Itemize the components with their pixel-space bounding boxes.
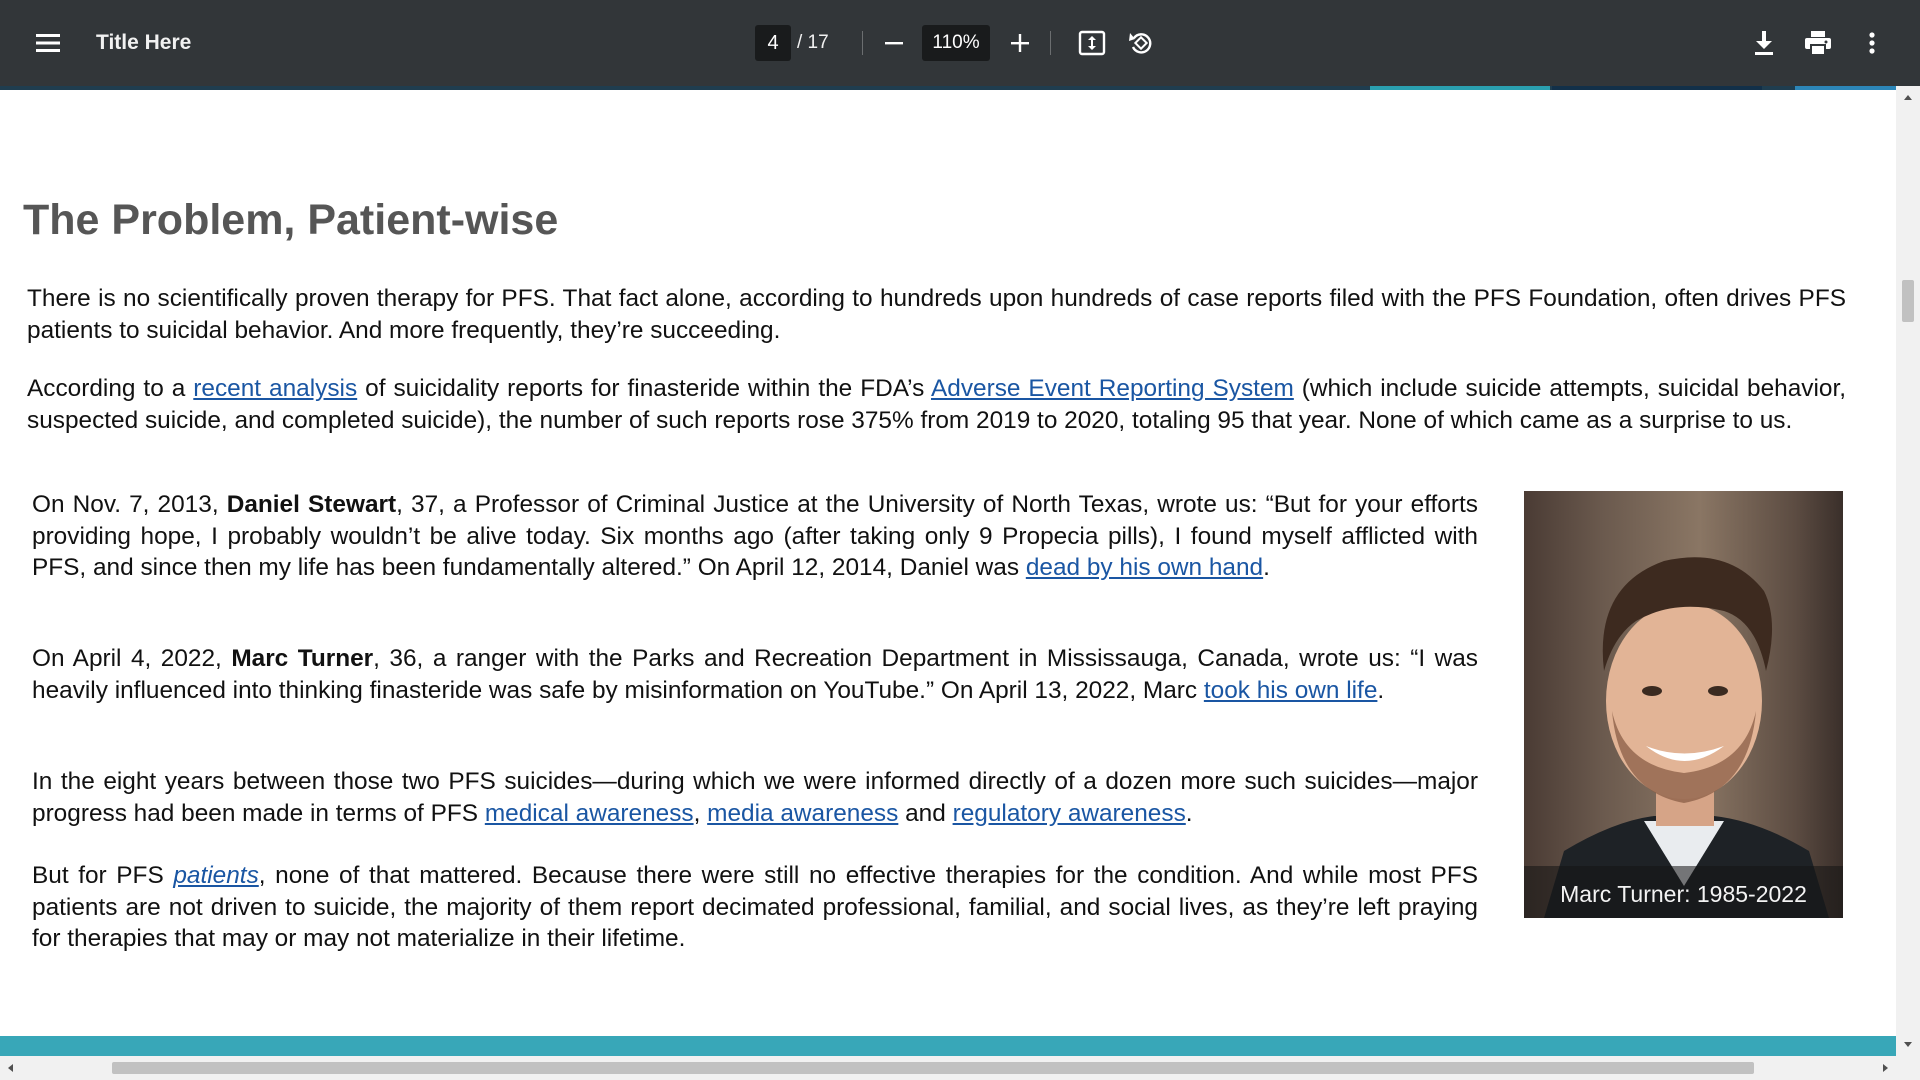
paragraph-text: But for PFS <box>32 862 174 889</box>
fit-to-page-button[interactable] <box>1068 19 1116 67</box>
scroll-right-arrow-icon[interactable] <box>1878 1061 1892 1075</box>
fit-page-icon <box>1078 30 1106 56</box>
link-regulatory-awareness[interactable]: regulatory awareness <box>952 799 1186 827</box>
page-decoration <box>1370 86 1550 90</box>
zoom-in-button[interactable] <box>996 19 1044 67</box>
page-total: / 17 <box>797 32 829 53</box>
portrait-photo <box>1524 491 1843 918</box>
person-name: Marc Turner <box>231 645 374 672</box>
horizontal-scrollbar[interactable] <box>0 1056 1920 1080</box>
next-page-edge <box>0 1036 1896 1056</box>
more-vert-icon <box>1868 31 1876 55</box>
paragraph <box>32 860 1478 955</box>
zoom-out-button[interactable] <box>870 19 918 67</box>
scroll-down-arrow-icon[interactable] <box>1902 1038 1914 1052</box>
paragraph-text: On April 4, 2022, <box>32 645 232 672</box>
download-button[interactable] <box>1740 19 1788 67</box>
toolbar-divider <box>1050 31 1051 55</box>
photo-caption: Marc Turner: 1985-2022 <box>1560 881 1807 907</box>
portrait-illustration <box>1524 491 1843 918</box>
rotate-icon <box>1127 29 1155 57</box>
horizontal-scroll-thumb[interactable] <box>112 1062 1754 1074</box>
paragraph-text: . <box>1263 554 1270 581</box>
paragraph-text: According to a <box>27 375 194 402</box>
paragraph: There is no scientifically proven therapy for PFS. That fact alone, according to hundreds upon hundreds of case reports filed with the PFS Foundation, often drives PFS patients to suicidal behavior. And more frequently, they’re succeeding. <box>27 285 1846 344</box>
link-dead-by-his-own-hand[interactable]: dead by his own hand <box>1025 554 1264 581</box>
zoom-level-input[interactable]: 110% <box>922 25 990 61</box>
paragraph <box>32 643 1478 706</box>
paragraph-text: (which include suicide attempts, suicidal behavior, suspected suicide, and completed suicide), the number of such reports rose 375% from 2019 to 2020, totaling 95 that year. None of which came as a surprise to us. <box>27 375 1847 434</box>
toolbar-divider <box>862 31 863 55</box>
hamburger-icon <box>36 33 60 53</box>
document-title: Title Here <box>96 31 192 54</box>
previous-page-edge <box>0 86 1896 90</box>
document-viewer[interactable] <box>0 86 1896 1056</box>
scroll-left-arrow-icon[interactable] <box>4 1061 18 1075</box>
paragraph <box>32 766 1478 829</box>
menu-button[interactable] <box>24 19 72 67</box>
section-heading: The Problem, Patient-wise <box>23 196 559 244</box>
rotate-button[interactable] <box>1117 19 1165 67</box>
scroll-up-arrow-icon[interactable] <box>1902 90 1914 104</box>
print-icon <box>1804 30 1832 56</box>
person-name: Daniel Stewart <box>226 491 397 518</box>
paragraph-text: , none of that mattered. Because there were still no effective therapies for the condition. And while most PFS patients are not driven to suicide, the majority of them report decimated professional, familial, and social lives, as they’re left praying for therapies that may or may not materialize in their lifetime. <box>32 862 1478 952</box>
vertical-scroll-thumb[interactable] <box>1902 280 1914 322</box>
link-media-awareness[interactable]: media awareness <box>707 799 899 827</box>
link-medical-awareness[interactable]: medical awareness <box>484 799 694 827</box>
page-decoration <box>1552 86 1762 90</box>
more-options-button[interactable] <box>1848 19 1896 67</box>
paragraph-text: In the eight years between those two PFS suicides—during which we were informed directly of a dozen more such suicides—major progress had been made in terms of PFS <box>32 768 1478 827</box>
paragraph <box>32 489 1478 584</box>
link-took-his-own-life[interactable]: took his own life <box>1203 676 1378 704</box>
pdf-toolbar <box>0 0 1920 86</box>
paragraph <box>27 373 1846 436</box>
minus-icon <box>884 33 904 53</box>
page-decoration <box>1795 86 1896 90</box>
paragraph-text: and <box>898 799 953 827</box>
paragraph-text: . <box>1185 799 1193 827</box>
paragraph-text: of suicidality reports for finasteride within the FDA’s <box>357 375 931 402</box>
paragraph-text: , 37, a Professor of Criminal Justice at the University of North Texas, wrote us: “But for your efforts providing hope, I probably wouldn’t be alive today. Six months ago (after taking only 9 Propecia pills), I found myself afflicted with PFS, and since then my life has been fundamentally altered.” On April 12, 2014, Daniel was <box>32 491 1478 581</box>
link-adverse-event-reporting-system[interactable]: Adverse Event Reporting System <box>930 375 1294 402</box>
plus-icon <box>1010 33 1030 53</box>
page-number-input[interactable]: 4 <box>755 25 791 61</box>
paragraph-text: , <box>693 799 708 827</box>
paragraph-text: , 36, a ranger with the Parks and Recreation Department in Mississauga, Canada, wrote us: “I was heavily influenced into thinking finasteride was safe by misinformation on YouTube.” On April 13, 2022, Marc <box>32 645 1478 704</box>
link-patients[interactable]: patients <box>173 862 259 889</box>
print-button[interactable] <box>1794 19 1842 67</box>
vertical-scrollbar[interactable] <box>1896 86 1920 1056</box>
download-icon <box>1753 30 1775 56</box>
paragraph-text: On Nov. 7, 2013, <box>32 491 227 518</box>
paragraph-text: . <box>1377 676 1385 704</box>
link-recent-analysis[interactable]: recent analysis <box>193 375 358 402</box>
